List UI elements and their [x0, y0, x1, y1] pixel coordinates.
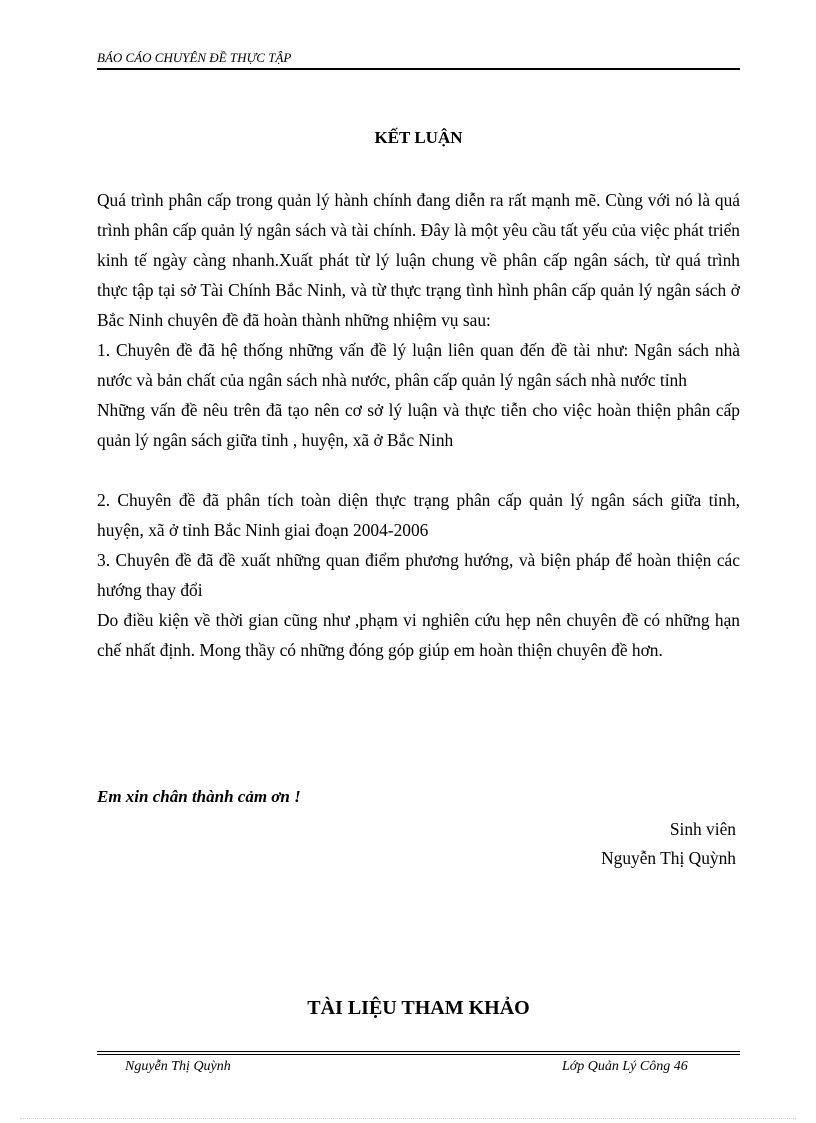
thanks-line: Em xin chân thành cảm ơn !	[97, 787, 301, 806]
page-header	[97, 48, 740, 70]
signature-name: Nguyễn Thị Quỳnh	[601, 848, 736, 868]
signature-role: Sinh viên	[669, 819, 736, 839]
signature-block	[601, 815, 736, 873]
footer-rule-top	[97, 1051, 740, 1052]
header-title: BÁO CÁO CHUYÊN ĐỀ THỰC TẬP	[97, 50, 292, 65]
paragraph-item-1: 1. Chuyên đề đã hệ thống những vấn đề lý luận liên quan đến đề tài như: Ngân sách nhà nước và bản chất của ngân sách nhà nước, phân cấp quản lý ngân sách nhà nước tỉnh	[97, 340, 740, 390]
paragraph-closing: Do điều kiện về thời gian cũng như ,phạm vi nghiên cứu hẹp nên chuyên đề có những hạn chế nhất định. Mong thầy có những đóng góp giúp em hoàn thiện chuyên đề hơn.	[97, 610, 740, 660]
conclusion-title: KẾT LUẬN	[374, 128, 463, 147]
footer-class: Lớp Quản Lý Công 46	[562, 1059, 688, 1074]
footer-rule-bottom	[97, 1054, 740, 1055]
references-title: TÀI LIỆU THAM KHẢO	[307, 997, 530, 1019]
paragraph-intro: Quá trình phân cấp trong quản lý hành chính đang diễn ra rất mạnh mẽ. Cùng với nó là quá trình phân cấp quản lý ngân sách và tài chính. Đây là một yêu cầu tất yếu của việc phát triển kinh tế ngày càng nhanh.Xuất phát từ lý luận chung về phân cấp ngân sách, từ quá trình thực tập tại sở Tài Chính Bắc Ninh, và từ thực trạng tình hình phân cấp quản lý ngân sách ở Bắc Ninh chuyên đề đã hoàn thành những nhiệm vụ sau:	[97, 190, 740, 330]
page-edge-dotted-line	[20, 1118, 796, 1119]
paragraph-item-3: 3. Chuyên đề đã đề xuất những quan điểm phương hướng, và biện pháp để hoàn thiện các hướng thay đổi	[97, 550, 740, 600]
paragraph-item-2: 2. Chuyên đề đã phân tích toàn diện thực trạng phân cấp quản lý ngân sách giữa tỉnh, huyện, xã ở tỉnh Bắc Ninh giai đoạn 2004-2006	[97, 490, 740, 540]
conclusion-body	[97, 185, 740, 665]
footer-author: Nguyễn Thị Quỳnh	[125, 1059, 231, 1074]
paragraph-item-1-note: Những vấn đề nêu trên đã tạo nên cơ sở lý luận và thực tiễn cho việc hoàn thiện phân cấp quản lý ngân sách giữa tỉnh , huyện, xã ở Bắc Ninh	[97, 400, 740, 450]
